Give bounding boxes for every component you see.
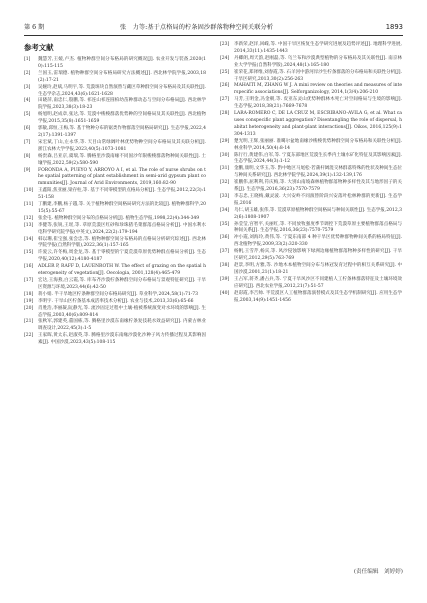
reference-text: FORONDA A, PUEYO Y, ARROYO A I, et al. The role of nurse shrubs on the spatial patterning of plant establishment in semi-arid gypsum plant communities[J]. Journal of Arid Environments, 2019,160:82-90 [38, 167, 206, 187]
reference-text: 郭敏,邱恒,王梅,等. 基于物种分布的锯类作物群落空间格局研究[J]. 生态学报,2022,42(17):1391-1397 [38, 126, 206, 138]
reference-number: [30] [220, 152, 230, 158]
reference-number: [17] [24, 278, 34, 283]
references-heading: 参考文献 [24, 43, 54, 52]
reference-text: 李志忠,王晓梅,戴灵波. 大兴安岭不同演替阶段兴安落叶松林种群的更新[J]. 生态学报,2016 [234, 193, 402, 206]
reference-number: [18] [24, 291, 34, 297]
reference-item [24, 292, 206, 299]
reference-number: [9] [24, 167, 31, 173]
reference-item [24, 333, 206, 347]
reference-number: [23] [220, 42, 230, 47]
reference-text: 丁鹏建,李鹏,杨子越,等. 关于植物种群空间格局研究方法的比较[J]. 植物种群科学,2015(5):55-67 [38, 202, 206, 214]
reference-item [220, 194, 402, 208]
reference-item [220, 56, 402, 70]
reference-item [24, 278, 206, 292]
reference-text: 张金屯. 植物种群空间分布的点格局分析[J]. 植物生态学报,1998,22(4):344-349 [38, 215, 200, 221]
reference-text: 许爱云,许冬梅,周金龙,等. 基于零模型的宁夏荒漠草原优势种群点格局分析[J]. 生态学报,2020,40(12):4180-4187 [38, 250, 206, 263]
reference-number: [4] [24, 98, 31, 104]
reference-text: 赵彩霞,李吉帅. 半荒漠区人工植物群落演替模式及其生态学机制研究[J]. 应用生态学报,2003,14(9):1451-1456 [234, 290, 402, 303]
reference-text: 崔鹏伟,屈利利,符庆梅,等. 大别山南坡森林植物群落物种多样性及其与地形因子的关系[J]. 生态学报,2016,36(23):7570-7579 [234, 180, 402, 193]
page-number: 1893 [385, 23, 403, 31]
reference-item [24, 126, 206, 140]
reference-item [220, 208, 402, 222]
reference-item [24, 216, 206, 223]
reference-text: 赵景,李明,方雅,等. 沙地木本植物空间分布与林冠发育过程中的相互关系研究[J]. 中国沙漠,2001,21(1):18-21 [234, 263, 402, 275]
running-header-issue: 第 6 期 [24, 24, 45, 31]
reference-number: [31] [220, 166, 230, 172]
reference-text: 乌仁,胡玉雄,张伟,等. 荒漠草原植物种群空间格局与种间关联性[J]. 生态学报,2012,32(6):1808-1907 [234, 207, 402, 220]
reference-text: 孙莹莹,宫智平,关丽红,等. 不同放牧强度季节调控下荒漠草原主要植物群落点格局与种间关系[J]. 生态学报,2016,36(23):7570-7579 [234, 221, 402, 234]
reference-text: 杨贵森,吕亚京,虞瑞,等. 腾格里沙漠南缘不同固沙年限梭梭群落物种间关联性[J]. 土壤学报,2022,59(2):580-590 [38, 153, 206, 166]
reference-number: [36] [220, 235, 230, 241]
reference-text: 杨帆,王雪芹,杨宾,等. 风沙侵蚀影响下绿洲边缘植物群落物种多样性的研究[J]. 干旱区研究,2012,29(5):763-769 [234, 249, 402, 262]
reference-number: [15] [24, 250, 34, 256]
reference-item [220, 291, 402, 305]
reference-number: [40] [220, 290, 230, 296]
reference-text: LARA-ROMERO C, DE LA CRUZ M, ESCRIBANO-AVILA G, et al. What causes conspecific plant aggregation? Disentangling the role of dispersal, habitat heterogeneity and plant-plant interactions[J]. Oikos, 2016,125(9):1304-1313 [234, 111, 402, 137]
reference-number: [6] [24, 126, 31, 132]
reference-text: 丹卿朗,周天韵,赵刚磊,等. 乌兰布和沙漠典型植物的分布格局及其关联性[J]. 南京林业大学学报(自然科学版),2024,48(1):165-180 [234, 55, 402, 68]
reference-number: [39] [220, 276, 230, 282]
reference-number: [3] [24, 84, 31, 90]
reference-number: [34] [220, 207, 230, 213]
reference-item [24, 306, 206, 320]
reference-item [24, 188, 206, 202]
reference-item [24, 57, 206, 71]
reference-text: 杨旭明,赵成章,张达,等. 荒漠中梭梭群落优势种的空间格局及其关联性[J]. 西北植物学报,2015,35(8):1651-1659 [38, 112, 206, 125]
reference-text: 崔荣花,郑铎维,刘春霞,等. 石羊河中游河岸沙生柠条群落的分布格局和关联性分析[J]. 干旱区研究,2013,30(2):256-263 [234, 69, 402, 82]
references-right-column [220, 42, 402, 304]
reference-number: [22] [24, 333, 34, 339]
reference-number: [12] [24, 215, 34, 221]
reference-number: [5] [24, 112, 31, 118]
reference-item [220, 111, 402, 139]
reference-item [24, 140, 206, 154]
reference-text: 张秋军,郭建英,董国栋,等. 腾格里沙漠东南缘柠条复技耗水效益研究[J]. 内蒙古林业调查设计,2022,45(3):1-5 [38, 319, 206, 332]
reference-number: [33] [220, 193, 230, 199]
reference-item [24, 98, 206, 112]
reference-text: 陈行行,黄建伟,白军,等. 宁夏东部地区荒漠生长季内土壤水矿化特征及其影响因素[J]. 生态学报,2024,44(3):1-12 [234, 152, 402, 165]
reference-text: 田晓萍,南忠仁,殷鹏,等. 祁连山祁连圆柏幼苗种群动态与空间分布格局[J]. 西北林学院学报,2023,38(3):18-23 [38, 98, 206, 111]
reference-number: [10] [24, 188, 34, 194]
editor-note: (责任编辑 刘婷婷) [353, 569, 403, 575]
reference-item [24, 85, 206, 99]
reference-text: 马芳,王明金,冯金朝,等. 皮亚东灵山优势种群林木死亡对空间格局与生境的影响[J]. 生态学报,2018,38(21):7669-7678 [234, 97, 402, 110]
reference-item [220, 222, 402, 236]
reference-text: 王家晖,黄太东,赵淑英,等. 腾格里沙漠东南缘沙漠化沙种子风力传播过程及其影响因素[J]. 中国沙漠,2023,43(5):108-115 [38, 333, 206, 346]
reference-number: [26] [220, 83, 230, 89]
reference-text: 王占军,蒋齐,潘占兵,等. 宁夏干旱风沙区不同建植人工柠条林群落特征及土壤环境效应研究[J]. 西北农业学报,2012,21(7):51-57 [234, 276, 402, 289]
running-header-title: 张 力等:基于点格局的柠条固沙群落物种空间关联分析 [120, 24, 274, 31]
reference-text: 韩以珊,崔宝强,张会忠,等. 植物种群空间分布格局的点格局分析研究综述[J]. 西北林学院学报(自然科学版),2022,36(1):157-165 [38, 236, 206, 249]
reference-number: [27] [220, 97, 230, 103]
reference-item [24, 237, 206, 251]
reference-item [24, 154, 206, 168]
reference-item [24, 223, 206, 237]
reference-item [220, 70, 402, 84]
reference-number: [13] [24, 222, 34, 228]
reference-number: [21] [24, 319, 34, 325]
reference-text: 楚光明,王辉,张丽丽. 准噶尔盆地南缘沙梭梭优势种群空间分布格局和关联性分析[J]. 林业科学,2014,50(4):8-14 [234, 138, 402, 151]
reference-number: [32] [220, 180, 230, 186]
reference-text: 李新荣,赵洋,回嵘,等. 中国干旱区恢复生态学研究进展及趋势评述[J]. 地理科学进展,2014,33(11):1435-1443 [234, 42, 402, 54]
reference-number: [20] [24, 305, 34, 311]
reference-text: 宏达,王海燕,白云霞,等. 库布齐沙漠柠条种群空间分布格局与景观特征研究[J]. 干旱区资源与环境,2023,44(6):42-50 [38, 278, 206, 290]
reference-number: [37] [220, 249, 230, 255]
reference-number: [25] [220, 69, 230, 75]
reference-item [220, 166, 402, 180]
reference-text: 王鑫阳,焦亚丽,梁存柱,等. 基于不同零模型的点格局分析[J]. 生态学报,2012,22(3):151-158 [38, 188, 206, 201]
reference-number: [24] [220, 55, 230, 61]
reference-text: 李明宇. 干旱山区柠条基本成活率技术分析[J]. 农业与技术,2013,33(6):65-66 [38, 298, 194, 304]
reference-text: 蒋小娟. 半干旱地区柠条种群空间分布格局研究[J]. 草业科学,2024,58(1):71-73 [38, 291, 198, 297]
header-rule [24, 35, 403, 36]
reference-item [24, 319, 206, 333]
reference-number: [7] [24, 139, 31, 145]
reference-number: [11] [24, 202, 34, 208]
reference-item [220, 235, 402, 249]
reference-number: [14] [24, 236, 34, 242]
reference-number: [29] [220, 138, 230, 144]
reference-text: MAHAITI M, ZHANG W J. A mini review on theories and measures of interspecific associations[J]. Selforganizology, 2014,1(3/4):206-210 [234, 83, 403, 96]
reference-number: [28] [220, 111, 230, 117]
reference-item [24, 71, 206, 85]
reference-item [220, 277, 402, 291]
reference-item [24, 168, 206, 189]
reference-item [220, 97, 402, 111]
references-left-column [24, 57, 206, 347]
reference-item [220, 139, 402, 153]
reference-item [220, 180, 402, 194]
reference-number: [1] [24, 57, 31, 62]
reference-item [24, 264, 206, 278]
reference-text: ADLER P, RAFF D, LAUENROTH W. The effect of grazing on the spatial heterogeneity of vegetation[J]. Oecologia, 2001,128(4):465-479 [38, 264, 206, 277]
reference-number: [16] [24, 264, 34, 270]
reference-text: 宋宏斌,丁山,左永华,等. 天目山常绿阔叶林优势物种空间分布格局及其关联分析[J]. 浙江农林大学学报,2023,40(5):1073-1081 [38, 139, 206, 152]
reference-item [220, 83, 402, 97]
reference-text: 肖胜浩,李丽凝,阮静光,等. 流沙固定过程中土壤-植被系统演变对水环境的影响[J]. 生态学报,2003,40(6):809-814 [38, 305, 206, 318]
reference-text: 李健等,张锐,王瑶,等. 草原荒漠区红砂和珍珠猪毛菜群落点格局分析[J]. 中国水利水电科学研究院学报(中英文),2024,22(2):179-194 [38, 222, 206, 235]
reference-text: 吴婉玲,赵斌,马明宇,等. 荒漠斑块自然演替与藏区草种群空间分布格局及其关联性[J]. 生态学杂志,2024,43(6):1621-1628 [38, 84, 206, 97]
reference-number: [19] [24, 298, 34, 304]
reference-item [220, 249, 402, 263]
reference-item [220, 153, 402, 167]
reference-item [220, 263, 402, 277]
reference-text: 冲小霞,刘海玲,黄伟,等. 宁夏东南部 4 种干旱区优势种群物种间关系的格局特征[J]. 西北植物学报,2009,33(2):320-330 [234, 235, 402, 248]
reference-number: [35] [220, 221, 230, 227]
reference-item [24, 250, 206, 264]
reference-item [24, 112, 206, 126]
reference-item [24, 299, 206, 306]
reference-number: [38] [220, 263, 230, 268]
reference-number: [8] [24, 153, 31, 159]
reference-item [24, 202, 206, 216]
reference-item [220, 42, 402, 56]
reference-text: 魏慧芳,王媛,卢杰. 植物种群空间分布格局的研究概况[J]. 农业开发与装备,2020(10):115-115 [38, 57, 206, 69]
reference-text: 兰国玉,雷瑞德. 植物种群空间分布格局研究方法概述[J]. 西北林学院学报,2003,18(2):17-21 [38, 70, 206, 83]
reference-text: 金鹏,康明,文华玉,等. 黔中地区马尾松-若蒲杆阔混交林群落特殊的性状及种间生态位与种间关系研究[J]. 西北林学院学报,2024,39(1):132-139,176 [234, 166, 402, 179]
reference-number: [2] [24, 70, 31, 76]
